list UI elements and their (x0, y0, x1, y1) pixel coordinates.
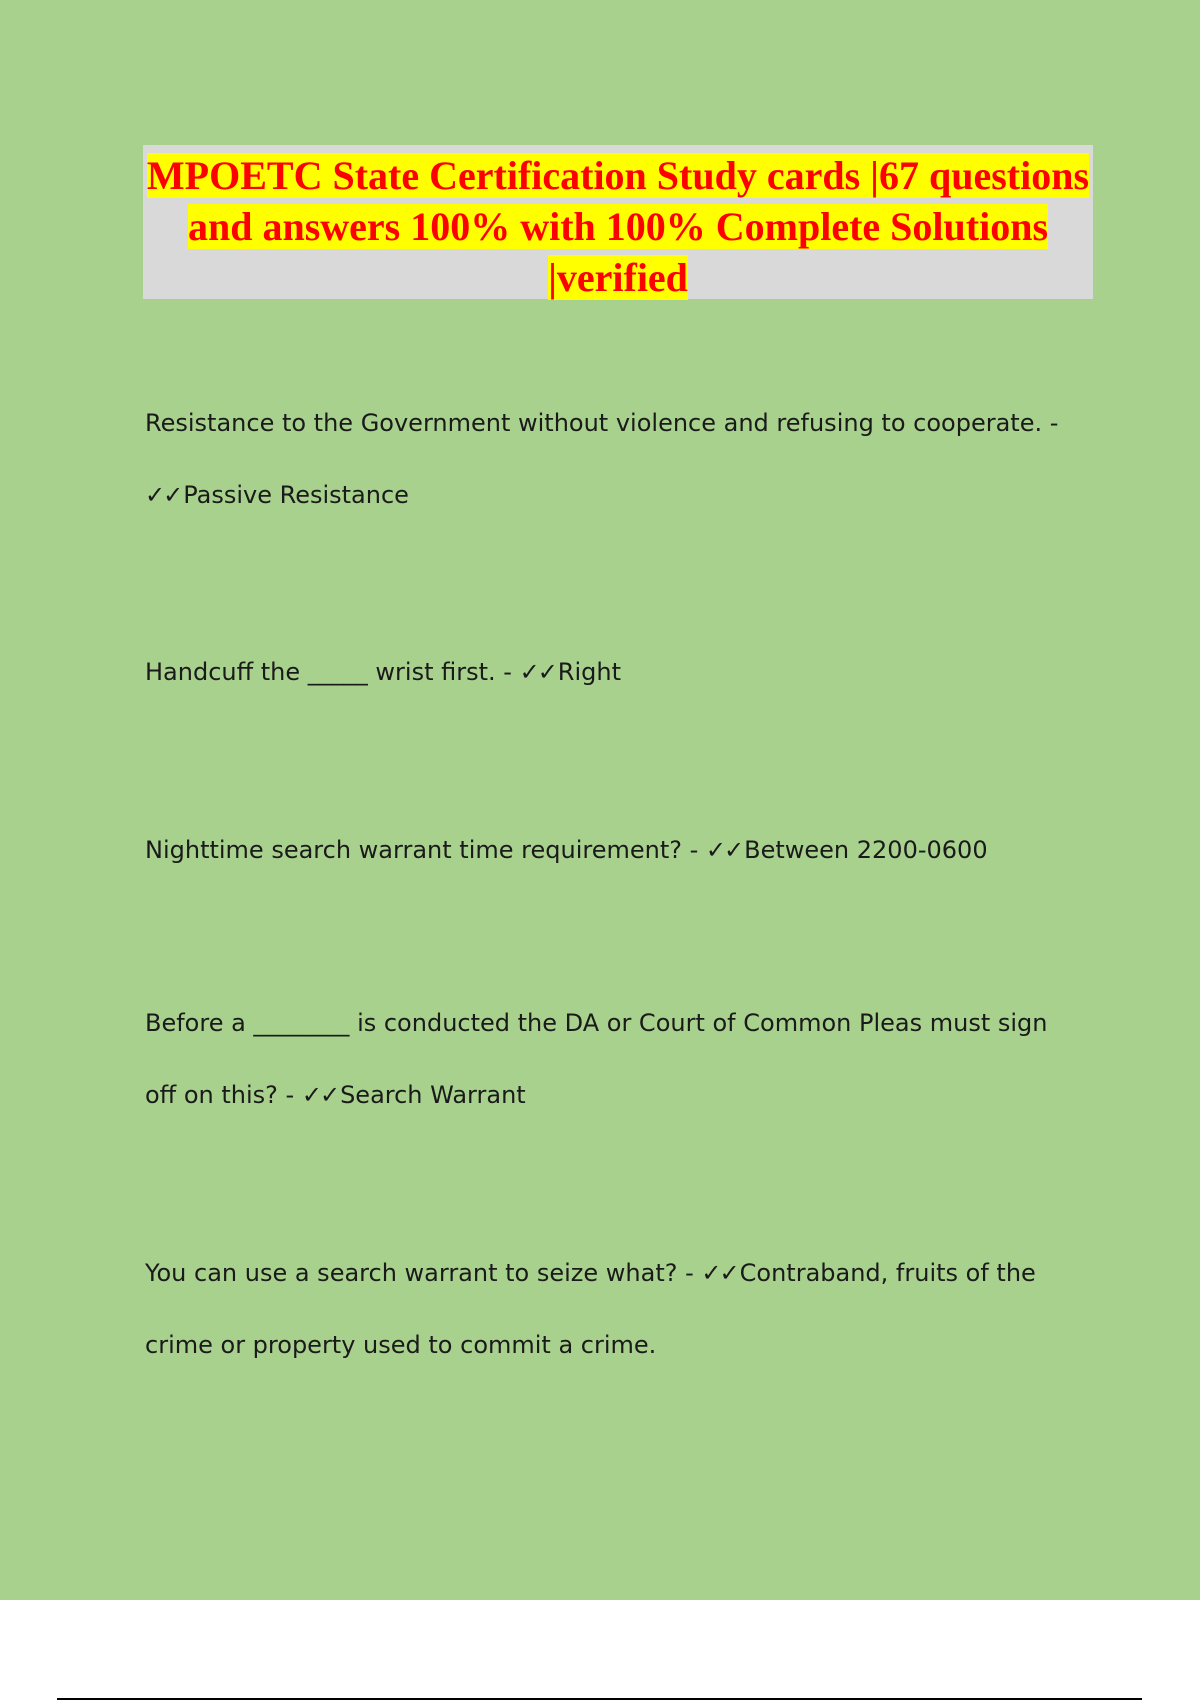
question-text: Handcuff the _____ wrist first. - (145, 658, 512, 686)
qa-item-5 (145, 1237, 1075, 1381)
answer-text: Right (557, 658, 621, 686)
qa-item-4 (145, 987, 1075, 1131)
question-text: Before a ________ is conducted the DA or Court of Common Pleas must sign off on this? - (145, 1009, 1048, 1109)
question-text: You can use a search warrant to seize what? - (145, 1259, 694, 1287)
double-check-icon: ✓✓ (519, 658, 556, 686)
qa-item-3 (145, 814, 1075, 886)
double-check-icon: ✓✓ (705, 836, 743, 864)
answer-text: Passive Resistance (183, 481, 409, 509)
double-check-icon: ✓✓ (145, 481, 182, 509)
double-check-icon: ✓✓ (301, 1081, 339, 1109)
answer-text: Contraband, fruits of the crime or property used to commit a crime. (145, 1259, 1036, 1359)
qa-item-1 (145, 387, 1075, 531)
answer-text: Between 2200-0600 (744, 836, 988, 864)
question-text: Resistance to the Government without violence and refusing to cooperate. - (145, 409, 1059, 437)
qa-item-2 (145, 636, 1075, 708)
document-title: MPOETC State Certification Study cards |67 questions and answers 100% with 100% Complete Solutions |verified (146, 153, 1090, 300)
answer-text: Search Warrant (340, 1081, 526, 1109)
double-check-icon: ✓✓ (701, 1259, 738, 1287)
title-banner (143, 145, 1093, 299)
question-text: Nighttime search warrant time requirement? - (145, 836, 699, 864)
